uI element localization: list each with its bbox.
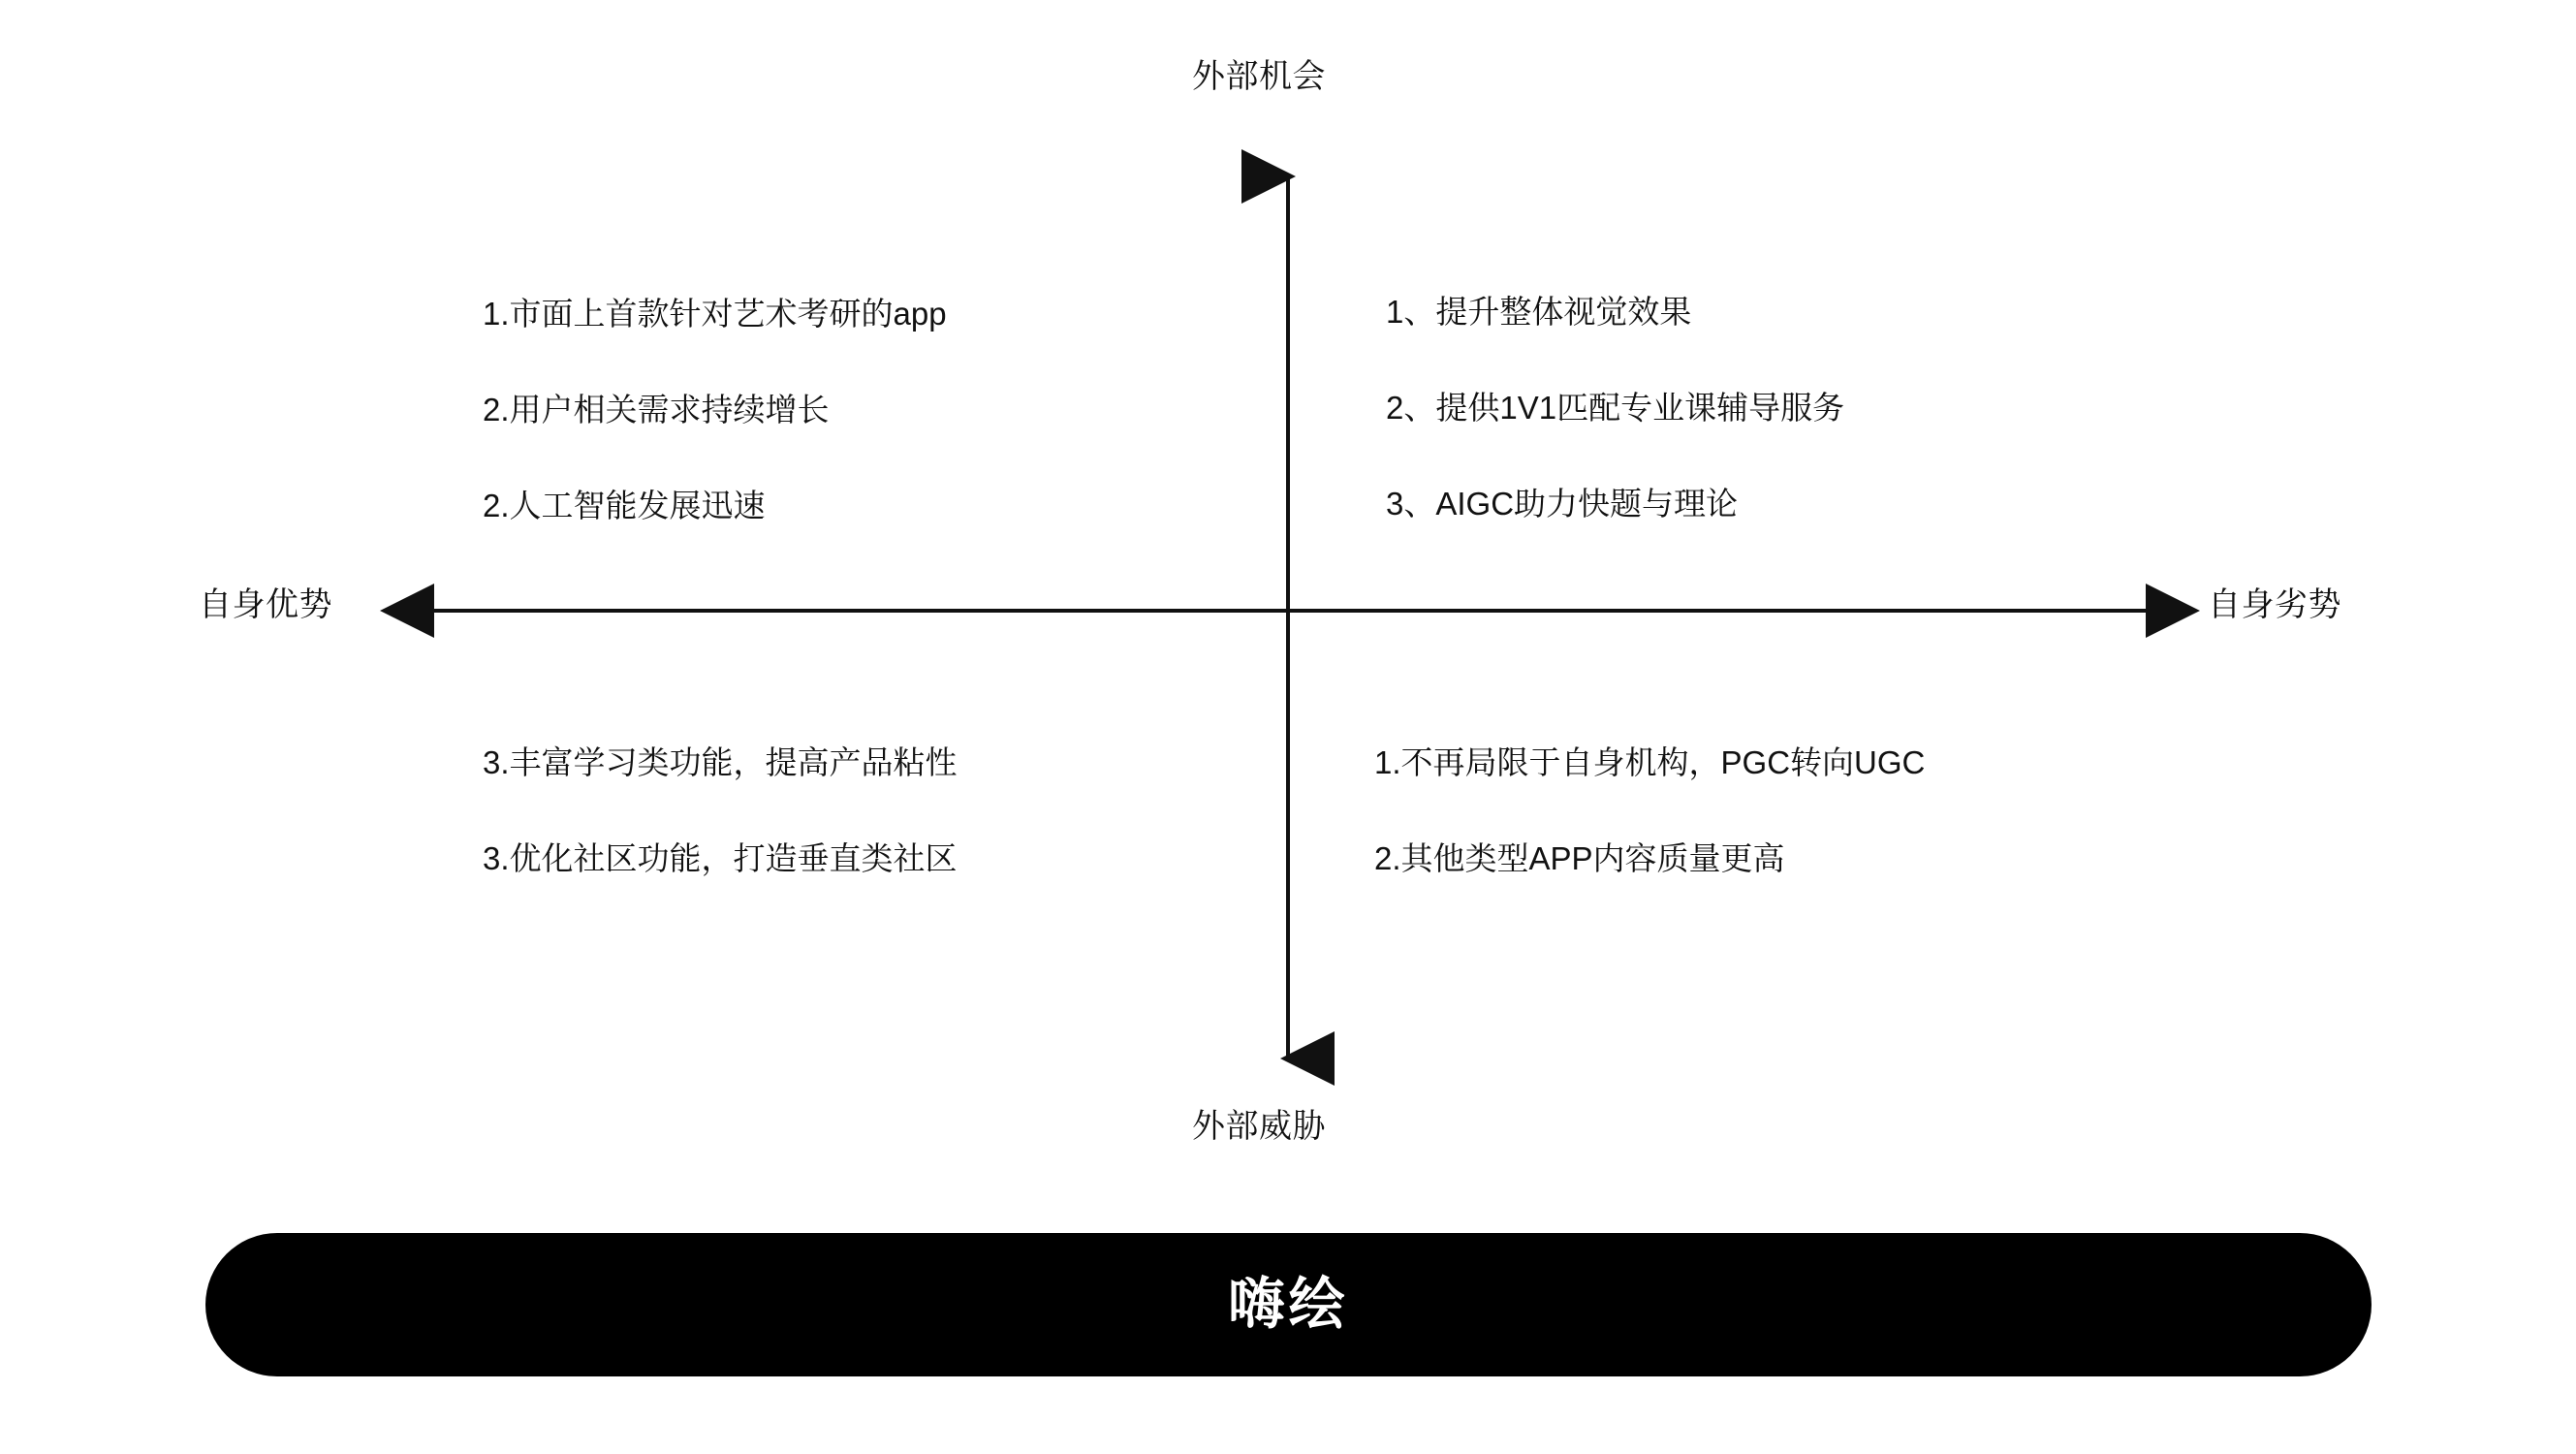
quadrant-line: 3.丰富学习类功能，提高产品粘性 (483, 744, 958, 780)
quadrant-line: 1.市面上首款针对艺术考研的app (483, 296, 947, 332)
quadrant-line: 3.优化社区功能，打造垂直类社区 (483, 840, 958, 876)
quadrant-line: 2.用户相关需求持续增长 (483, 392, 830, 427)
quadrant-top-right (1386, 296, 1844, 520)
quadrant-line: 2.其他类型APP内容质量更高 (1374, 840, 1785, 876)
quadrant-bottom-right (1374, 746, 1925, 874)
axis-label-bottom: 外部威胁 (1192, 1108, 1326, 1145)
quadrant-line: 2、提供1V1匹配专业课辅导服务 (1386, 390, 1845, 426)
axis-label-right: 自身劣势 (2208, 586, 2341, 623)
quadrant-line: 2.人工智能发展迅速 (483, 488, 766, 523)
footer-title: 嗨绘 (1228, 1273, 1349, 1336)
quadrant-bottom-left (483, 746, 958, 874)
quadrant-line: 3、AIGC助力快题与理论 (1386, 486, 1739, 522)
quadrant-line: 1、提升整体视觉效果 (1386, 294, 1692, 330)
quadrant-top-left (483, 298, 947, 522)
axis-label-left: 自身优势 (199, 586, 332, 623)
axis-label-top: 外部机会 (1192, 58, 1326, 95)
quadrant-line: 1.不再局限于自身机构，PGC转向UGC (1374, 744, 1926, 780)
footer-bar (205, 1233, 2372, 1376)
